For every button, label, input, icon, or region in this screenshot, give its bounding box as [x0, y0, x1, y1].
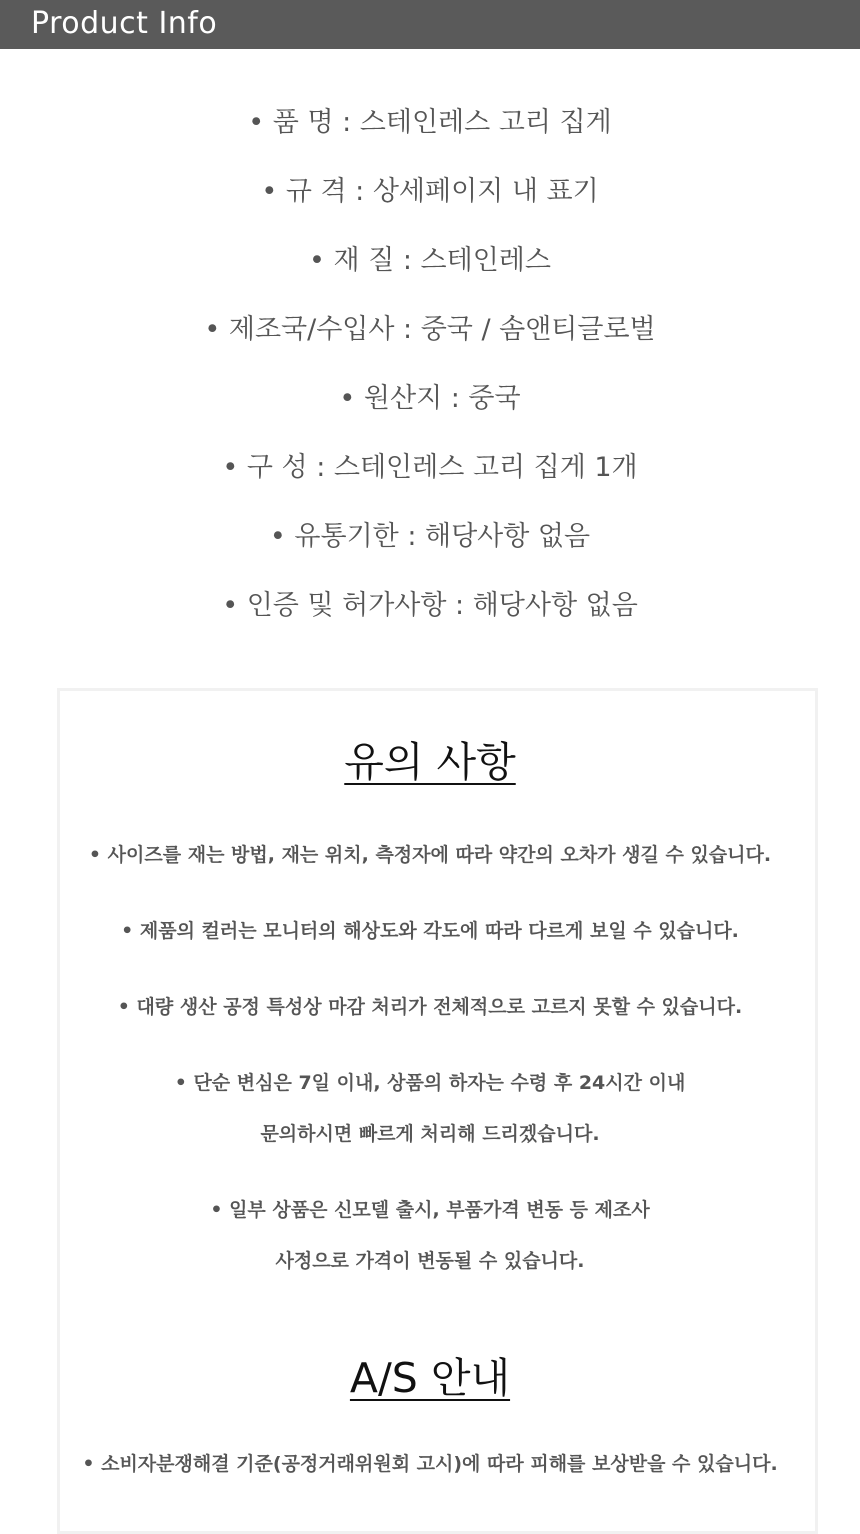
notice-line: 문의하시면 빠르게 처리해 드리겠습니다.: [260, 1123, 600, 1145]
notice-line: • 사이즈를 재는 방법, 재는 위치, 측정자에 따라 약간의 오차가 생길 수 있습니다.: [88, 844, 772, 866]
header-title: Product Info: [31, 6, 218, 41]
product-info-origin: • 원산지 : 중국: [339, 383, 521, 414]
notice-title: [0, 736, 860, 788]
notice-line: • 대량 생산 공정 특성상 마감 처리가 전체적으로 고르지 못할 수 있습니다.: [117, 996, 743, 1018]
as-guide-title: [0, 1352, 860, 1404]
product-info-manufacturer: • 제조국/수입사 : 중국 / 솜앤티글로벌: [204, 314, 656, 345]
product-info-certification: • 인증 및 허가사항 : 해당사항 없음: [222, 590, 638, 621]
notice-box: [57, 688, 818, 1534]
notice-title-text: 유의 사항: [344, 738, 516, 786]
header-bar: [0, 0, 860, 49]
product-info-spec: • 규 격 : 상세페이지 내 표기: [261, 176, 599, 207]
product-info-expiry: • 유통기한 : 해당사항 없음: [269, 521, 591, 552]
product-info-composition: • 구 성 : 스테인레스 고리 집게 1개: [222, 452, 638, 483]
as-guide-title-text: A/S 안내: [349, 1354, 511, 1402]
notice-line: 사정으로 가격이 변동될 수 있습니다.: [275, 1250, 585, 1272]
notice-line: • 제품의 컬러는 모니터의 해상도와 각도에 따라 다르게 보일 수 있습니다.: [121, 920, 739, 942]
product-info-material: • 재 질 : 스테인레스: [309, 245, 551, 276]
product-info-name: • 품 명 : 스테인레스 고리 집게: [248, 107, 612, 138]
notice-line: • 단순 변심은 7일 이내, 상품의 하자는 수령 후 24시간 이내: [174, 1072, 686, 1094]
notice-line: • 일부 상품은 신모델 출시, 부품가격 변동 등 제조사: [210, 1199, 650, 1221]
as-guide-line: • 소비자분쟁해결 기준(공정거래위원회 고시)에 따라 피해를 보상받을 수 있습니다.: [82, 1453, 778, 1475]
